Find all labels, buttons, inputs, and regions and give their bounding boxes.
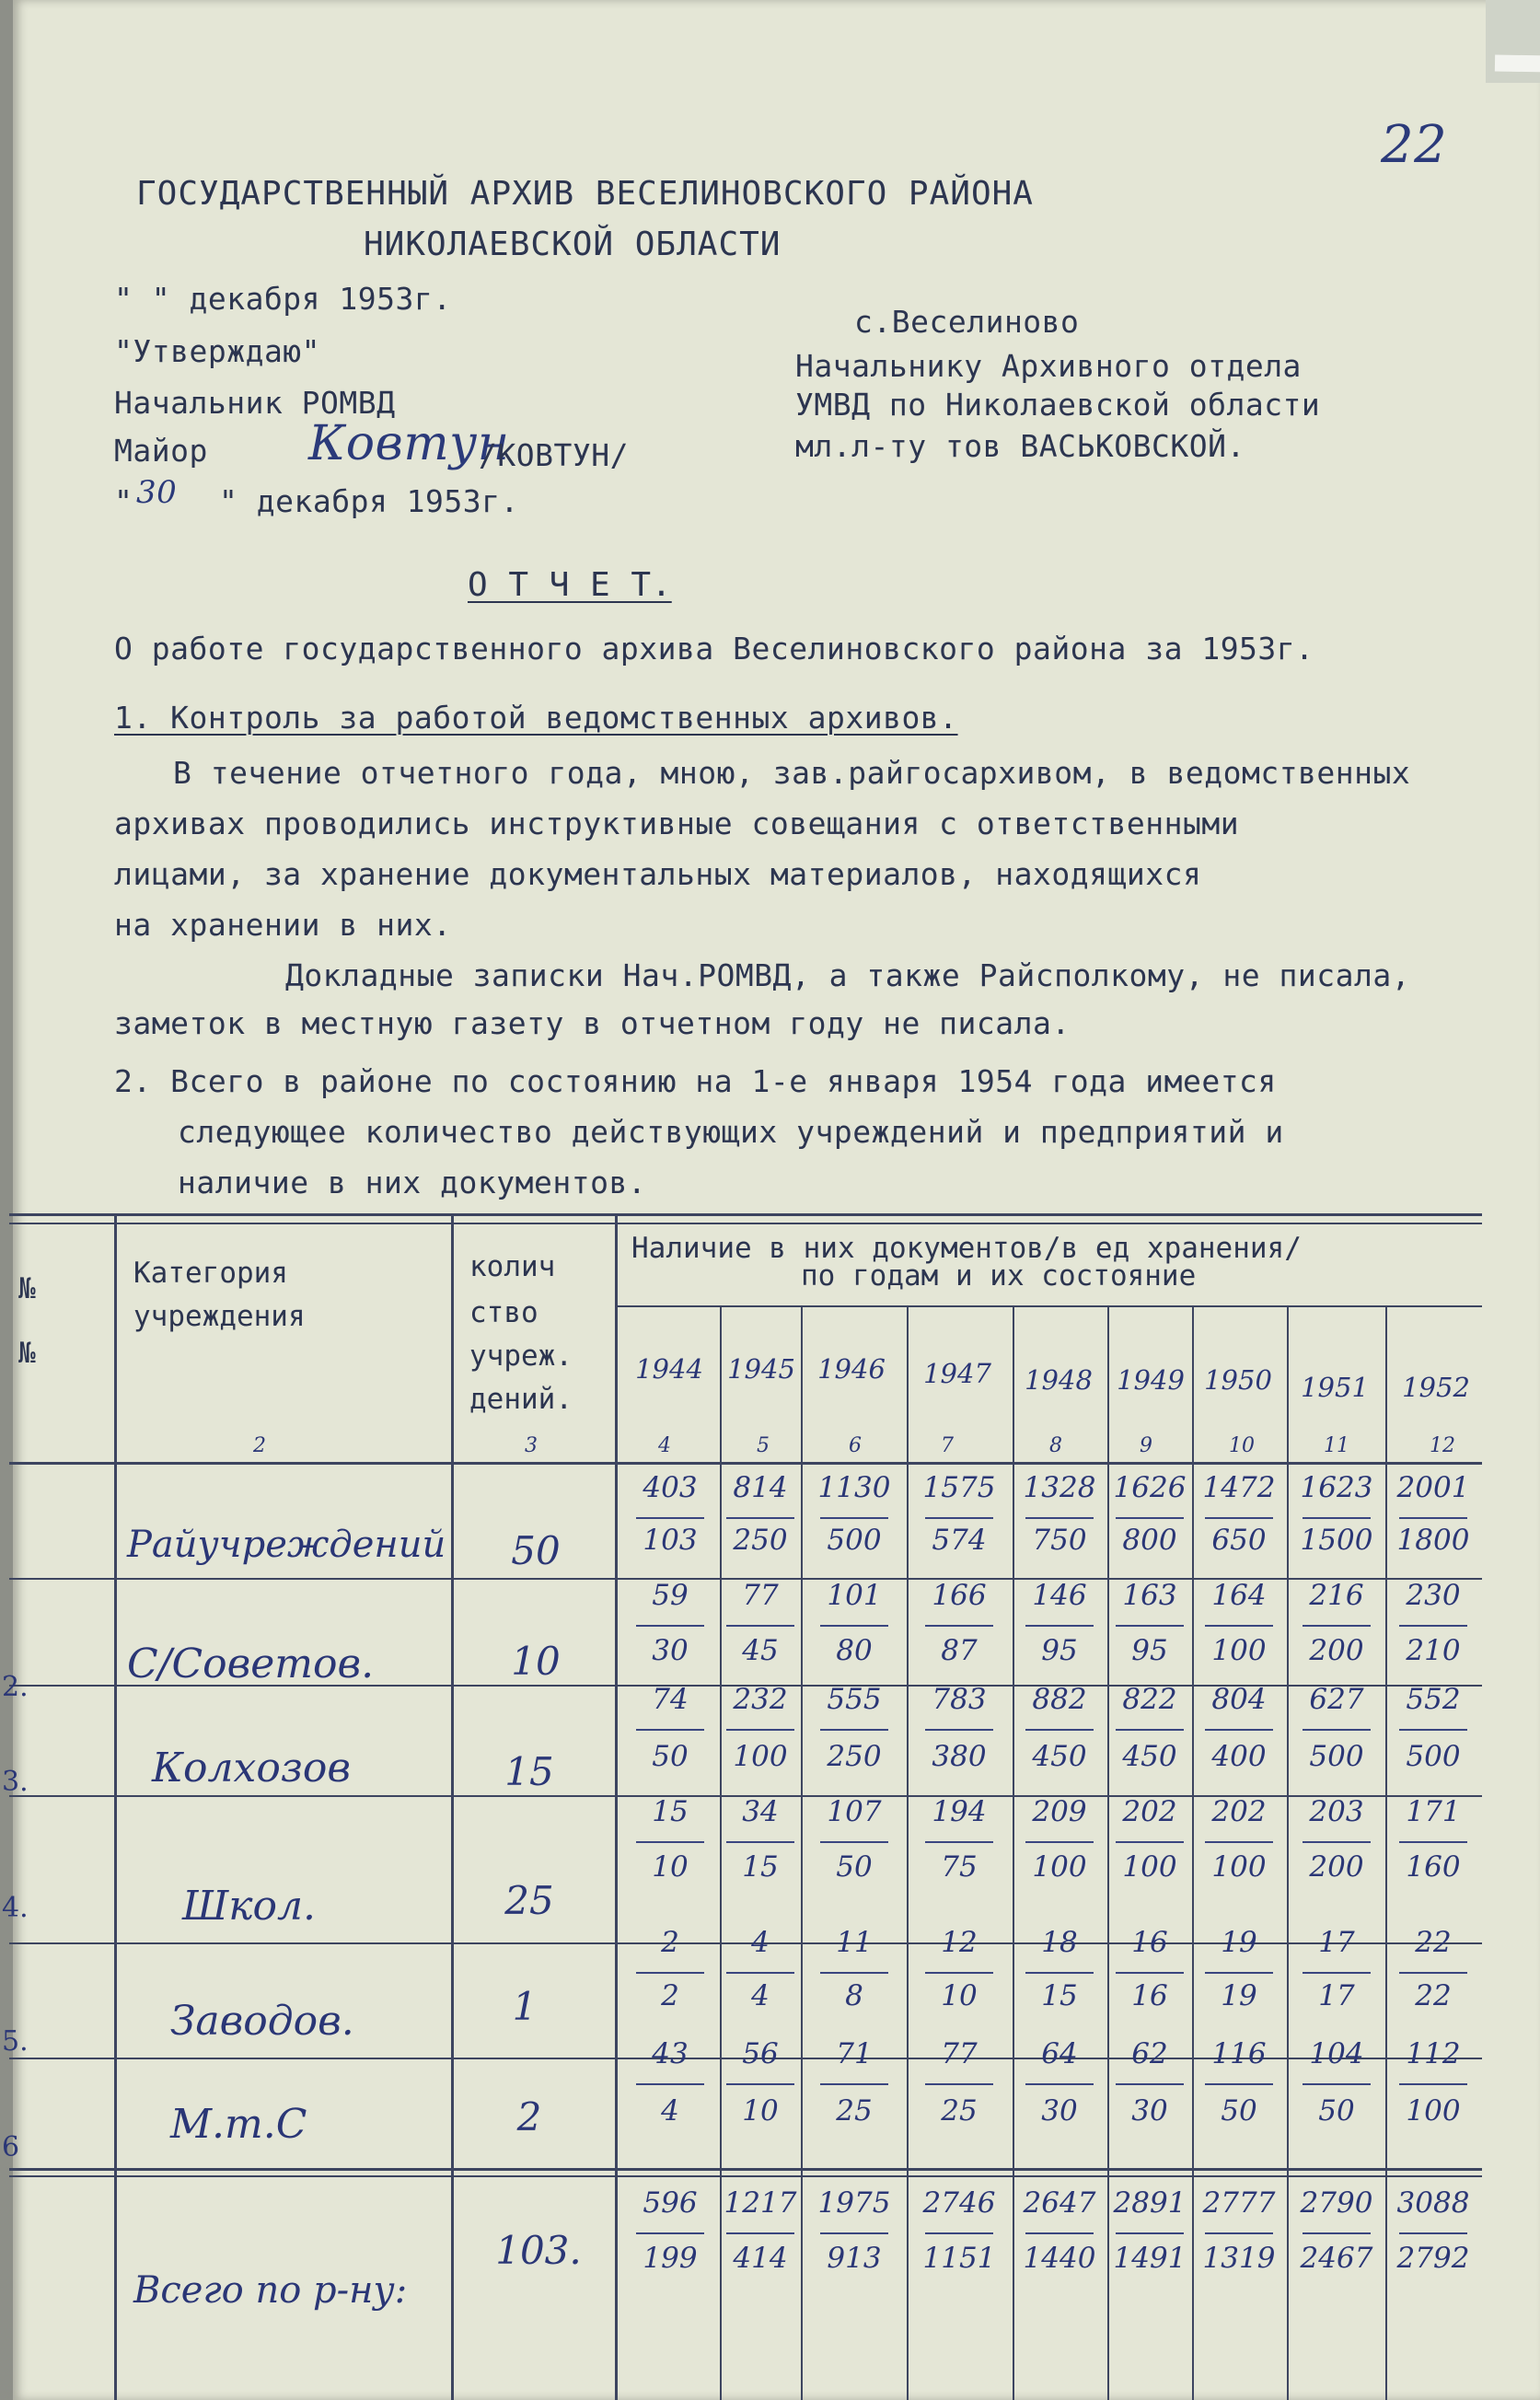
cell-total-units: 194 [932,1795,987,1828]
cell-total-units: 555 [827,1683,882,1716]
cell-total-units: 77 [742,1579,779,1612]
page-number: 22 [1381,115,1448,175]
year-1945: 1945 [727,1353,795,1385]
col-header-count: ство [469,1296,538,1329]
cell-total-units: 164 [1211,1579,1267,1612]
row-category: Заводов. [170,1998,354,2045]
cell-processed-units: 10 [941,1979,978,2012]
cell-total-units: 203 [1309,1795,1364,1828]
signature: Ковтун [308,416,510,471]
cell-processed-units: 750 [1032,1524,1087,1557]
col-number: 6 [849,1434,862,1457]
cell-processed-units: 800 [1122,1524,1177,1557]
cell-fraction-line [1116,2083,1184,2085]
cell-processed-units: 87 [941,1634,978,1667]
cell-processed-units: 30 [652,1634,689,1667]
cell-processed-units: 95 [1041,1634,1078,1667]
cell-fraction-line [636,2083,704,2085]
cell-processed-units: 50 [1318,2094,1355,2128]
section1-line: на хранении в них. [114,907,452,943]
approver-position: Начальник РОМВД [114,385,396,421]
cell-total-units: 74 [652,1683,689,1716]
cell-fraction-line [636,1841,704,1843]
cell-processed-units: 414 [733,2242,788,2275]
cell-fraction-line [1116,2232,1184,2234]
col-header-count: колич [469,1250,556,1283]
col-header-count: учреж. [469,1339,573,1373]
col-header-documents: Наличие в них документов/в ед хранения/ [631,1232,1302,1265]
year-1946: 1946 [817,1353,886,1385]
row-number: 2. [2,1671,29,1703]
cell-fraction-line [925,1972,993,1974]
cell-fraction-line [820,1972,888,1974]
cell-total-units: 1626 [1113,1471,1187,1504]
cell-total-units: 2647 [1023,2186,1096,2220]
cell-processed-units: 2467 [1300,2242,1373,2275]
cell-fraction-line [636,1729,704,1731]
cell-total-units: 1472 [1202,1471,1276,1504]
approval-day: 30 [136,474,178,511]
section2-line: наличие в них документов. [178,1165,647,1200]
cell-total-units: 112 [1406,2037,1461,2070]
cell-total-units: 403 [643,1471,698,1504]
cell-total-units: 230 [1406,1579,1461,1612]
col-number: 3 [525,1434,538,1457]
cell-fraction-line [1399,1517,1467,1519]
cell-processed-units: 100 [1032,1850,1087,1884]
cell-fraction-line [636,1972,704,1974]
cell-total-units: 2891 [1113,2186,1187,2220]
approve-label: "Утверждаю" [114,333,321,369]
cell-total-units: 18 [1041,1926,1078,1959]
year-1948: 1948 [1025,1364,1093,1396]
section1-para2-line: Докладные записки Нач.РОМВД, а также Райсполкому, не писала, [285,957,1411,993]
cell-processed-units: 4 [751,1979,770,2012]
col-header-number: № № [18,1272,36,1370]
cell-processed-units: 10 [652,1850,689,1884]
cell-fraction-line [1025,1625,1094,1627]
cell-fraction-line [1303,1841,1371,1843]
cell-processed-units: 200 [1309,1634,1364,1667]
cell-fraction-line [820,1625,888,1627]
cell-processed-units: 400 [1211,1740,1267,1773]
cell-fraction-line [820,2232,888,2234]
cell-total-units: 146 [1032,1579,1087,1612]
page-edge-strip [1495,54,1540,72]
cell-fraction-line [820,1517,888,1519]
cell-fraction-line [1303,2083,1371,2085]
cell-processed-units: 2 [661,1979,679,2012]
cell-total-units: 216 [1309,1579,1364,1612]
cell-total-units: 814 [733,1471,788,1504]
cell-processed-units: 650 [1211,1524,1267,1557]
cell-fraction-line [726,1972,794,1974]
cell-fraction-line [820,2083,888,2085]
row-number: 4. [2,1892,29,1924]
cell-total-units: 1217 [724,2186,797,2220]
row-count: 15 [504,1749,554,1794]
cell-total-units: 2790 [1300,2186,1373,2220]
cell-fraction-line [1399,2083,1467,2085]
cell-total-units: 171 [1406,1795,1461,1828]
cell-processed-units: 380 [932,1740,987,1773]
cell-fraction-line [820,1729,888,1731]
cell-processed-units: 100 [733,1740,788,1773]
cell-fraction-line [1025,2083,1094,2085]
cell-processed-units: 1491 [1113,2242,1187,2275]
approver-rank: Майор [114,433,208,469]
row-category: Школ. [182,1883,316,1930]
cell-total-units: 16 [1131,1926,1168,1959]
cell-fraction-line [1303,1517,1371,1519]
cell-processed-units: 50 [1221,2094,1257,2128]
section2-line: 2. Всего в районе по состоянию на 1-е января 1954 года имеется [114,1063,1277,1099]
cell-processed-units: 500 [1406,1740,1461,1773]
year-1951: 1951 [1301,1372,1369,1403]
cell-processed-units: 2792 [1396,2242,1470,2275]
col-header-category: учреждения [133,1300,306,1333]
cell-processed-units: 80 [836,1634,873,1667]
cell-processed-units: 25 [836,2094,873,2128]
cell-processed-units: 1440 [1023,2242,1096,2275]
cell-total-units: 17 [1318,1926,1355,1959]
cell-processed-units: 95 [1131,1634,1168,1667]
cell-processed-units: 50 [836,1850,873,1884]
year-1952: 1952 [1402,1372,1470,1403]
cell-fraction-line [1399,2232,1467,2234]
col-number: 2 [253,1434,266,1457]
cell-total-units: 202 [1122,1795,1177,1828]
cell-fraction-line [1399,1972,1467,1974]
cell-processed-units: 50 [652,1740,689,1773]
cell-fraction-line [925,1517,993,1519]
cell-processed-units: 450 [1122,1740,1177,1773]
cell-fraction-line [1205,1841,1273,1843]
cell-processed-units: 160 [1406,1850,1461,1884]
col-number: 9 [1140,1434,1152,1457]
cell-processed-units: 75 [941,1850,978,1884]
col-number: 12 [1430,1434,1455,1457]
cell-fraction-line [1205,1517,1273,1519]
cell-total-units: 2 [661,1926,679,1959]
cell-fraction-line [726,2232,794,2234]
cell-total-units: 3088 [1396,2186,1470,2220]
cell-fraction-line [1303,1972,1371,1974]
cell-fraction-line [1205,1729,1273,1731]
cell-fraction-line [1116,1517,1184,1519]
recipient-line2: УМВД по Николаевской области [795,387,1321,423]
cell-processed-units: 45 [742,1634,779,1667]
cell-total-units: 107 [827,1795,882,1828]
region-title: НИКОЛАЕВСКОЙ ОБЛАСТИ [364,226,782,263]
col-number: 10 [1229,1434,1255,1457]
cell-processed-units: 22 [1415,1979,1452,2012]
cell-fraction-line [1205,1972,1273,1974]
cell-fraction-line [1303,1625,1371,1627]
cell-processed-units: 210 [1406,1634,1461,1667]
cell-total-units: 56 [742,2037,779,2070]
cell-total-units: 11 [836,1926,873,1959]
report-subtitle: О работе государственного архива Веселиновского района за 1953г. [114,631,1314,667]
section1-para2-line: заметок в местную газету в отчетном году не писала. [114,1005,1071,1041]
recipient-line1: Начальнику Архивного отдела [795,348,1302,384]
cell-fraction-line [636,1625,704,1627]
cell-processed-units: 1800 [1396,1524,1470,1557]
cell-total-units: 22 [1415,1926,1452,1959]
cell-fraction-line [1025,1517,1094,1519]
cell-total-units: 59 [652,1579,689,1612]
cell-total-units: 43 [652,2037,689,2070]
cell-processed-units: 200 [1309,1850,1364,1884]
cell-processed-units: 25 [941,2094,978,2128]
cell-processed-units: 1500 [1300,1524,1373,1557]
cell-fraction-line [1399,1625,1467,1627]
cell-processed-units: 1319 [1202,2242,1276,2275]
cell-total-units: 1975 [817,2186,891,2220]
cell-processed-units: 8 [845,1979,863,2012]
cell-total-units: 2001 [1396,1471,1470,1504]
cell-total-units: 166 [932,1579,987,1612]
cell-processed-units: 450 [1032,1740,1087,1773]
cell-processed-units: 17 [1318,1979,1355,2012]
approval-date-quote: " [114,483,133,519]
cell-total-units: 552 [1406,1683,1461,1716]
col-number: 11 [1324,1434,1349,1457]
cell-total-units: 783 [932,1683,987,1716]
cell-fraction-line [726,1729,794,1731]
cell-processed-units: 19 [1221,1979,1257,2012]
cell-processed-units: 30 [1041,2094,1078,2128]
row-number: 3. [2,1766,29,1798]
cell-fraction-line [1116,1729,1184,1731]
cell-total-units: 77 [941,2037,978,2070]
cell-total-units: 1623 [1300,1471,1373,1504]
cell-fraction-line [726,1625,794,1627]
cell-processed-units: 30 [1131,2094,1168,2128]
cell-total-units: 104 [1309,2037,1364,2070]
row-category: М.т.С [170,2101,307,2148]
cell-processed-units: 250 [733,1524,788,1557]
cell-processed-units: 574 [932,1524,987,1557]
cell-processed-units: 16 [1131,1979,1168,2012]
row-category: Колхозов [152,1745,351,1791]
section2-line: следующее количество действующих учреждений и предприятий и [178,1114,1284,1150]
col-number: 7 [941,1434,954,1457]
cell-total-units: 1328 [1023,1471,1096,1504]
cell-processed-units: 103 [643,1524,698,1557]
row-count: 10 [511,1639,561,1684]
cell-fraction-line [1399,1841,1467,1843]
recipient-line3: мл.л-ту тов ВАСЬКОВСКОЙ. [795,428,1245,464]
cell-fraction-line [636,2232,704,2234]
cell-total-units: 1130 [817,1471,891,1504]
row-number: 6 [2,2131,20,2163]
row-category: Райучреждений [127,1524,446,1566]
cell-fraction-line [1303,1729,1371,1731]
cell-total-units: 19 [1221,1926,1257,1959]
row-count: 50 [511,1528,561,1573]
cell-fraction-line [1025,1972,1094,1974]
col-header-documents-sub: по годам и их состояние [801,1259,1197,1293]
cell-fraction-line [726,1517,794,1519]
cell-processed-units: 100 [1122,1850,1177,1884]
cell-fraction-line [925,2083,993,2085]
cell-total-units: 882 [1032,1683,1087,1716]
cell-fraction-line [925,2232,993,2234]
cell-total-units: 163 [1122,1579,1177,1612]
section1-title: 1. Контроль за работой ведомственных архивов. [114,700,958,736]
cell-processed-units: 913 [827,2242,882,2275]
section1-line: В течение отчетного года, мною, зав.райгосархивом, в ведомственных [173,755,1411,791]
cell-fraction-line [726,1841,794,1843]
cell-fraction-line [820,1841,888,1843]
col-number: 4 [658,1434,671,1457]
report-title: О Т Ч Е Т. [468,566,672,604]
cell-processed-units: 10 [742,2094,779,2128]
cell-processed-units: 250 [827,1740,882,1773]
cell-fraction-line [1205,2083,1273,2085]
row-count: 103. [495,2228,582,2273]
col-number: 8 [1049,1434,1062,1457]
cell-total-units: 822 [1122,1683,1177,1716]
cell-fraction-line [636,1517,704,1519]
cell-total-units: 4 [751,1926,770,1959]
cell-fraction-line [925,1729,993,1731]
approval-date: " декабря 1953г. [219,483,519,519]
cell-total-units: 116 [1211,2037,1267,2070]
cell-fraction-line [1116,1972,1184,1974]
cell-processed-units: 199 [643,2242,698,2275]
year-1947: 1947 [923,1358,991,1389]
cell-fraction-line [1303,2232,1371,2234]
cell-fraction-line [726,2083,794,2085]
cell-fraction-line [1399,1729,1467,1731]
row-count: 1 [512,1984,538,2029]
cell-fraction-line [1205,2232,1273,2234]
cell-processed-units: 100 [1211,1634,1267,1667]
year-1950: 1950 [1204,1364,1272,1396]
cell-processed-units: 15 [742,1850,779,1884]
col-header-count: дений. [469,1383,573,1416]
cell-total-units: 1575 [922,1471,996,1504]
cell-total-units: 101 [827,1579,882,1612]
cell-processed-units: 100 [1406,2094,1461,2128]
cell-total-units: 627 [1309,1683,1364,1716]
cell-total-units: 64 [1041,2037,1078,2070]
cell-processed-units: 1151 [922,2242,996,2275]
cell-processed-units: 500 [1309,1740,1364,1773]
cell-total-units: 15 [652,1795,689,1828]
cell-fraction-line [925,1841,993,1843]
cell-total-units: 12 [941,1926,978,1959]
year-1944: 1944 [635,1353,703,1385]
cell-fraction-line [1205,1625,1273,1627]
row-count: 2 [516,2094,542,2139]
cell-processed-units: 500 [827,1524,882,1557]
year-1949: 1949 [1117,1364,1185,1396]
row-number: 5. [2,2025,29,2058]
col-number: 5 [757,1434,770,1457]
row-category: С/Советов. [127,1641,375,1687]
cell-fraction-line [1116,1841,1184,1843]
cell-total-units: 804 [1211,1683,1267,1716]
cell-total-units: 202 [1211,1795,1267,1828]
cell-total-units: 232 [733,1683,788,1716]
cell-total-units: 596 [643,2186,698,2220]
cell-processed-units: 100 [1211,1850,1267,1884]
cell-fraction-line [1025,1729,1094,1731]
place: с.Веселиново [854,304,1080,340]
cell-total-units: 2777 [1202,2186,1276,2220]
cell-fraction-line [1116,1625,1184,1627]
cell-processed-units: 4 [661,2094,679,2128]
cell-total-units: 209 [1032,1795,1087,1828]
col-header-category: Категория [133,1257,288,1290]
cell-total-units: 62 [1131,2037,1168,2070]
cell-total-units: 71 [836,2037,873,2070]
cell-total-units: 34 [742,1795,779,1828]
header-date: " " декабря 1953г. [114,281,452,317]
row-category: Всего по р-ну: [133,2269,408,2312]
section1-line: архивах проводились инструктивные совещания с ответственными [114,806,1240,841]
cell-fraction-line [925,1625,993,1627]
row-count: 25 [504,1878,554,1923]
cell-fraction-line [1025,1841,1094,1843]
approver-name: /КОВТУН/ [479,437,629,473]
section1-line: лицами, за хранение документальных материалов, находящихся [114,856,1202,892]
cell-processed-units: 15 [1041,1979,1078,2012]
archive-title: ГОСУДАРСТВЕННЫЙ АРХИВ ВЕСЕЛИНОВСКОГО РАЙОНА [136,175,1034,213]
cell-fraction-line [1025,2232,1094,2234]
cell-total-units: 2746 [922,2186,996,2220]
